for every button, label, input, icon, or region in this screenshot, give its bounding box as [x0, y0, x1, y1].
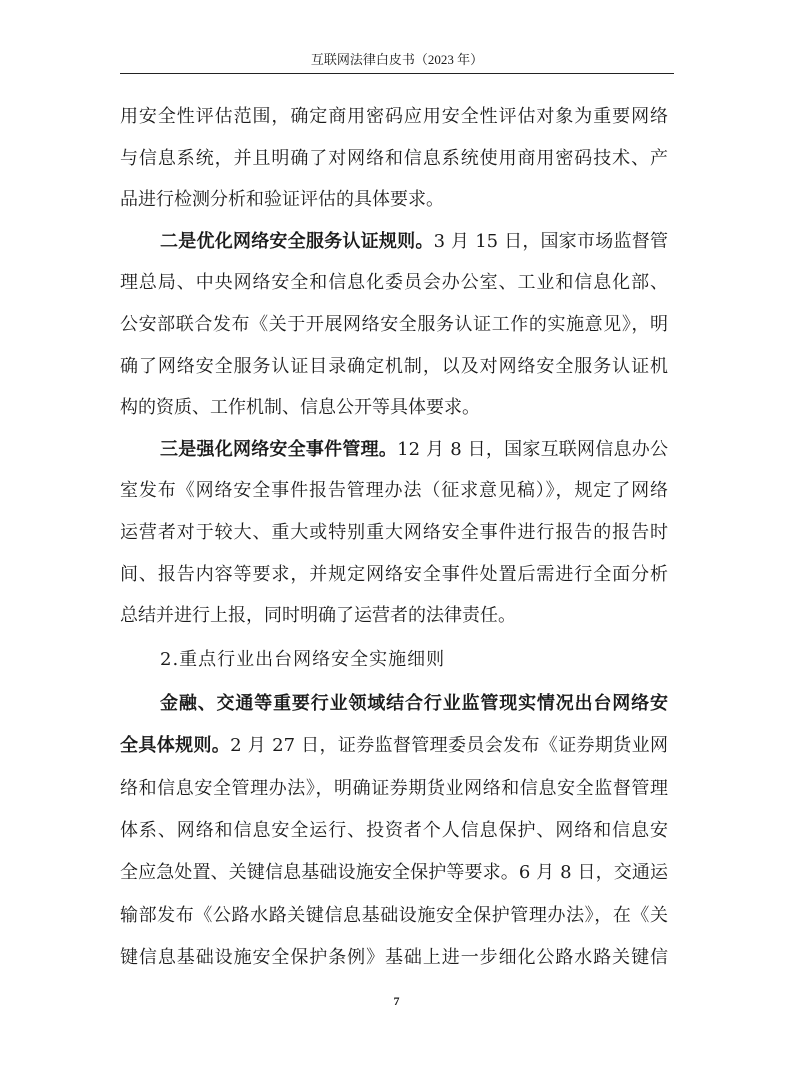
line-text: 间、报告内容等要求，并规定网络安全事件处置后需进行全面分析: [120, 563, 668, 585]
text-line: [120, 810, 668, 852]
text-line: [120, 179, 668, 221]
line-text: 室发布《网络安全事件报告管理办法（征求意见稿）》，规定了网络: [120, 480, 668, 502]
line-text: 用安全性评估范围，确定商用密码应用安全性评估对象为重要网络: [120, 106, 668, 127]
bold-lead: 三是强化网络安全事件管理。: [160, 438, 398, 460]
bold-lead: 二是优化网络安全服务认证规则。: [160, 230, 434, 252]
line-text: 全应急处置、关键信息基础设施安全保护等要求。6 月 8 日，交通运: [120, 862, 668, 884]
line-text: 公安部联合发布《关于开展网络安全服务认证工作的实施意见》，明: [120, 313, 668, 335]
line-text: 键信息基础设施安全保护条例》基础上进一步细化公路水路关键信: [120, 946, 668, 968]
line-text: 品进行检测分析和验证评估的具体要求。: [120, 189, 444, 211]
bold-lead: 全具体规则。: [120, 735, 231, 757]
line-text: 总结并进行上报，同时明确了运营者的法律责任。: [120, 605, 516, 627]
text-line: [120, 138, 668, 180]
text-line: [120, 554, 668, 596]
page-number: 7: [393, 994, 400, 1008]
page-header-title: 互联网法律白皮书（2023 年）: [310, 52, 484, 67]
text-line: [120, 346, 668, 388]
document-body: [120, 96, 668, 979]
line-text: 体系、网络和信息安全运行、投资者个人信息保护、网络和信息安: [120, 820, 668, 841]
text-line: [120, 387, 668, 429]
text-line: [120, 96, 668, 138]
text-line: [120, 221, 668, 263]
line-text: 与信息系统，并且明确了对网络和信息系统使用商用密码技术、产: [120, 147, 668, 169]
text-line: [120, 937, 668, 979]
text-line: [120, 470, 668, 512]
text-line: [120, 768, 668, 810]
paragraph-group: [120, 96, 668, 637]
line-text: 理总局、中央网络安全和信息化委员会办公室、工业和信息化部、: [120, 272, 668, 294]
text-line: [120, 852, 668, 894]
line-text: 3 月 15 日，国家市场监督管: [433, 230, 668, 252]
text-line: [120, 512, 668, 554]
text-line: [120, 262, 668, 304]
line-text: 运营者对于较大、重大或特别重大网络安全事件进行报告的报告时: [120, 521, 668, 543]
line-text: 输部发布《公路水路关键信息基础设施安全保护管理办法》，在《关: [120, 904, 668, 926]
paragraph-group: [120, 683, 668, 979]
line-text: 构的资质、工作机制、信息公开等具体要求。: [120, 397, 480, 419]
line-text: 络和信息安全管理办法》，明确证券期货业网络和信息安全监督管理: [120, 777, 668, 799]
line-text: 2 月 27 日，证券监督管理委员会发布《证券期货业网: [230, 735, 668, 757]
text-line: [120, 895, 668, 937]
text-line: [120, 725, 668, 767]
header-divider: [120, 73, 674, 74]
text-line: [120, 304, 668, 346]
text-line: [120, 683, 668, 725]
line-text: 确了网络安全服务认证目录确定机制，以及对网络安全服务认证机: [120, 355, 668, 377]
bold-lead: 金融、交通等重要行业领域结合行业监管现实情况出台网络安: [160, 693, 668, 715]
text-line: [120, 429, 668, 471]
section-heading: 2.重点行业出台网络安全实施细则: [160, 648, 446, 670]
line-text: 12 月 8 日，国家互联网信息办公: [397, 438, 668, 460]
text-line: [120, 595, 668, 637]
